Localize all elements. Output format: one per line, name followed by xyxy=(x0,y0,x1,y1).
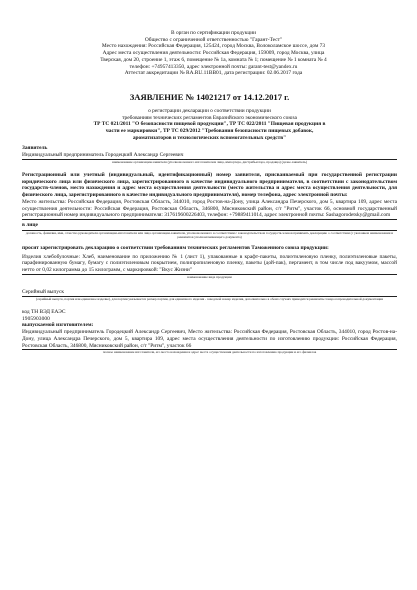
applicant-registration-header: Регистрационный или учетный (индивидуальный, идентификационный) номер заявителя, присваиваемый при государственной регистрации юридического лица или физического лица, зарегистрированного в качестве индивидуального предпринимателя, в соответствии с законодательством государств-членов, место нахождения и адрес места осуществления деятельности (место жительства и адрес места осуществления деятельности, для физического лица, зарегистрированного в качестве индивидуального предпринимателя), номер телефона, адрес электронной почты: xyxy=(22,172,397,199)
applicant-address: Место жительства: Российская Федерация, Ростовская Область, 344010, город Ростов-на-Дону, улица Александра Печерского, дом 5, квартира 109, адрес места осуществления деятельности: Российская Федерация, Ростовская Область, 346800, Мясниковский район, с/т "Ритм", участок 66, основной государственный регистрационный номер индивидуального предпринимателя: 317619600226403, телефон: +79889411014, адрес электронной почты: Sashagorodetsky@gmail.com xyxy=(22,198,397,219)
applicant-label: Заявитель xyxy=(22,145,48,152)
manufacturer-note: полное наименование изготовителя, его место нахождения и адрес места осуществления деятельности по изготовлению продукции и его филиалов xyxy=(102,350,317,355)
serial-note: (серийный выпуск, партия или единичное изделие), для партии указывается размер партии, для единичного изделия - заводской номер изделия, дополнительно в обоих случаях приводится реквизиты товаросопроводительной документации xyxy=(35,296,384,301)
manufacturer-details: Индивидуальный предприниматель Городецкий Александр Сергеевич, Место жительства: Российская Федерация, Ростовская Область, 344010, город Ростов-на-Дону, улица Александра Печерского, дом 5, квартира 109, адрес места осуществления деятельности по изготовлению продукции: Российская Федерация, Ростовская Область, 346800, Мясниковский район, с/т "Ритм", участок 66 xyxy=(22,329,397,349)
subtitle-line: о регистрации декларации о соответствии продукции xyxy=(148,107,271,114)
applicant-name: Индивидуальный предприниматель Городецкий Александр Сергеевич xyxy=(22,152,397,160)
subtitle-line: требованиям технических регламентов Евразийского экономического союза xyxy=(122,114,297,121)
document-title: ЗАЯВЛЕНИЕ № 14021217 от 14.12.2017 г. xyxy=(129,91,290,102)
product-description: Изделия хлебобулочные: Хлеб, наименование по приложению № 1 (лист 1), упакованные в крафт-пакеты, полиэтиленовую пленку, полиэтиленовые пакеты, парафинированную бумагу, бумагу с полиэтиленовым покрытием, полипропиленовую пленку, пакеты (дой-пак), пергамент, в том числе под вакуумом, массой нетто от 0,02 килограмма до 15 килограмм, с маркировкой: "Вкус Жизни" xyxy=(22,253,397,274)
recipient-header xyxy=(30,30,397,77)
applicant-name-note: наименование организации-заявителя (уполномоченного изготовителем лица, импортера, дистрибьютора, продавца) (далее-заявитель) xyxy=(112,159,307,164)
manufacturer-label: выпускаемой изготовителем: xyxy=(22,322,94,329)
recipient-line: Место нахождения: Российская Федерация, 125424, город Москва, Волоколамское шоссе, дом 73 xyxy=(101,43,326,50)
serial-release: Серийный выпуск xyxy=(22,289,397,297)
recipient-line: Тверская, дом 20, строение 1, этаж 6, помещение № 1а, комната № 1; помещение № 1 комната № 4 xyxy=(100,56,327,63)
subtitle-line: ароматизаторов и технологических вспомогательных средств" xyxy=(132,134,287,141)
recipient-line: Адрес места осуществления деятельности: Российская Федерация, 159009, город Москва, улица xyxy=(102,50,325,57)
tnved-label: код ТН ВЭД ЕАЭС xyxy=(22,309,66,315)
recipient-line: Аттестат аккредитации № RA.RU.11ВВ01, дата регистрации: 02.06.2017 года xyxy=(124,70,303,77)
subtitle-line: ТР ТС 021/2011 "О безопасности пищевой продукции", ТР ТС 022/2011 "Пищевая продукция в xyxy=(93,121,326,128)
product-note: наименование вида продукции xyxy=(187,274,232,279)
person-note: должность, фамилия, имя, отчество руководителя организации-изготовителя или лица организации-заявителя, уполномоченного в соответствии с законодательством государств-членов принимать декларацию о соответствии (с указанием наименования и реквизитов уполномочивающего документа) xyxy=(25,230,394,239)
request-label: просит зарегистрировать декларацию о соответствии требованиям технических регламентов Таможенного союза продукции: xyxy=(22,245,329,252)
subtitle-line: части ее маркировки", ТР ТС 029/2012 "Требования безопасности пищевых добавок, xyxy=(105,128,314,135)
in-person-label: в лице xyxy=(22,221,38,228)
document-subtitle xyxy=(22,108,397,142)
recipient-line: Общество с ограниченной ответственностью "Гарант-Тест" xyxy=(144,36,283,43)
recipient-line: В орган по сертификации продукции xyxy=(171,30,256,36)
tnved-code: 1905903000 xyxy=(22,315,50,322)
recipient-line: телефон: +74957413350, адрес электронной почты: garant-test@yandex.ru xyxy=(129,63,298,70)
